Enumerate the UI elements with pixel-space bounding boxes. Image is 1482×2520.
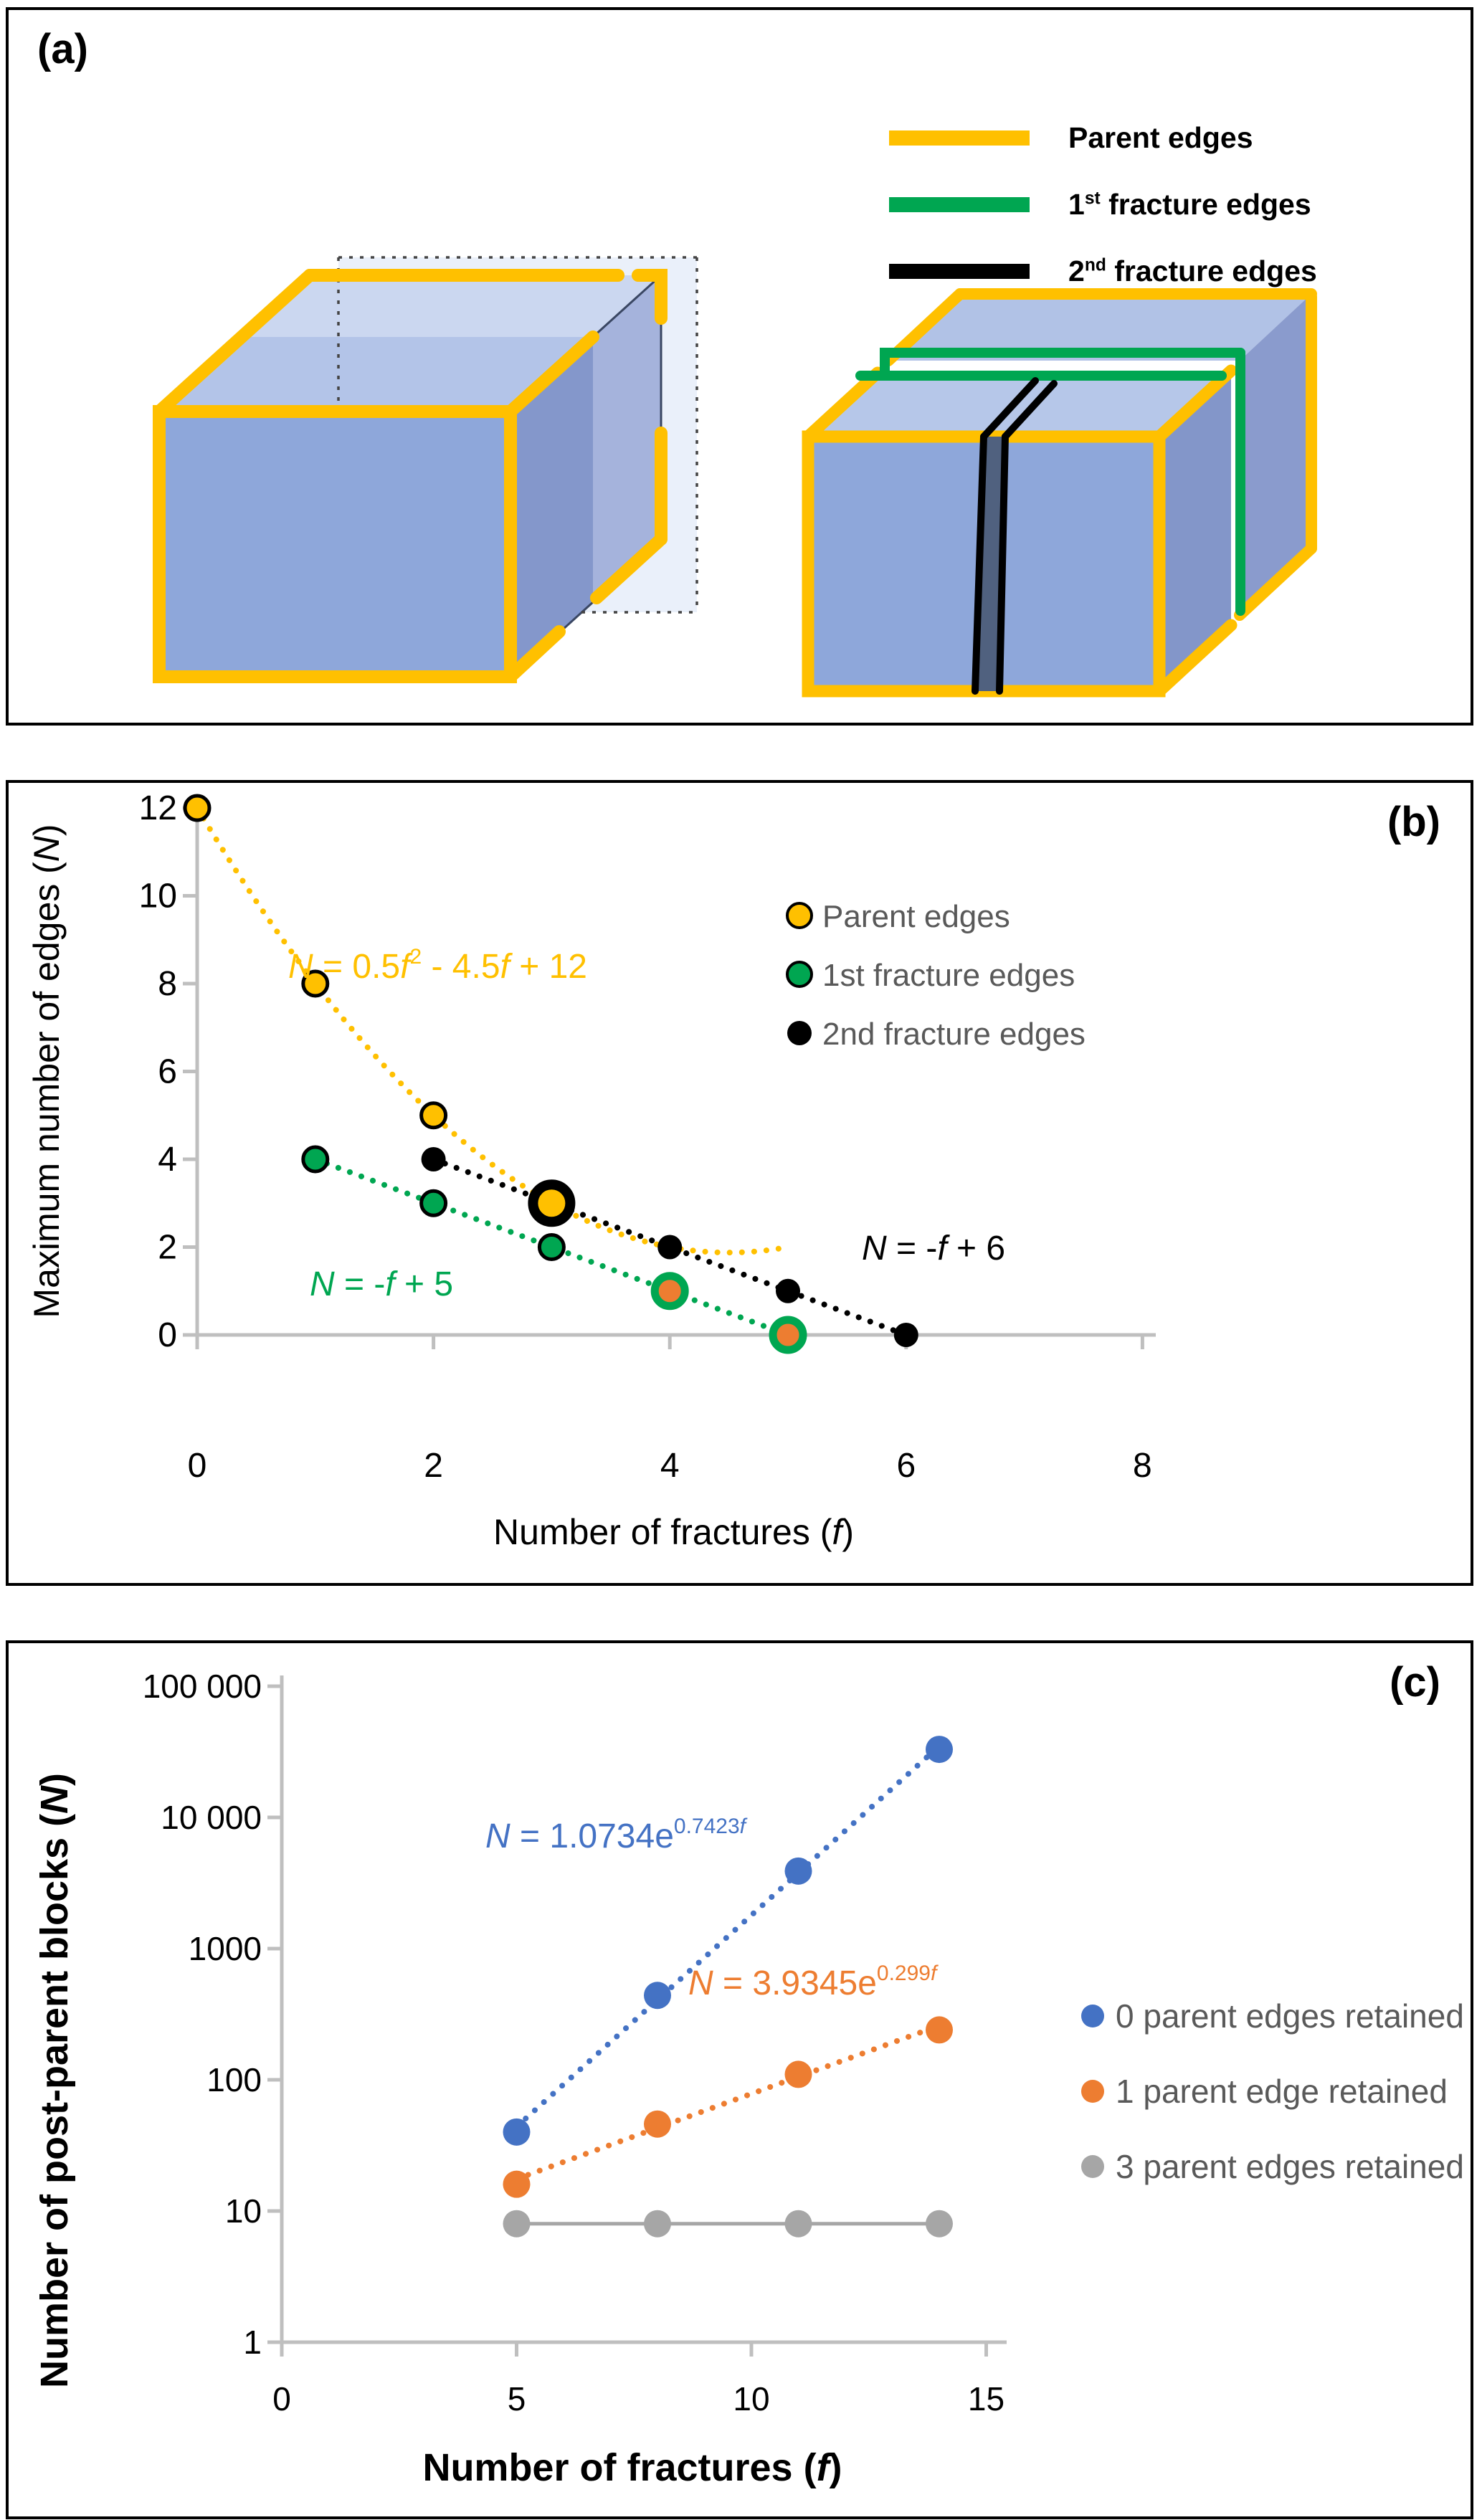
y-tick-label: 12 — [138, 789, 177, 827]
data-point — [503, 2210, 531, 2238]
data-point — [422, 1191, 446, 1215]
legend-item-first-fracture-edges — [889, 179, 1317, 230]
legend-marker — [787, 1021, 812, 1045]
panel-b-label: (b) — [1387, 799, 1440, 845]
x-tick-label: 4 — [660, 1447, 680, 1485]
legend-label: 1st fracture edges — [822, 958, 1075, 993]
equation-label: $N = 0.5f^2 - 4.5f + 12$ — [288, 945, 587, 986]
data-point — [644, 2111, 671, 2138]
legend-marker — [787, 903, 812, 928]
legend-item-parent-edges — [889, 112, 1317, 163]
legend-marker — [1081, 2155, 1104, 2178]
y-tick-label: 2 — [158, 1228, 177, 1267]
equation-label: N = -f + 6 — [862, 1230, 1006, 1268]
first-fracture-edges-swatch — [889, 197, 1030, 212]
series-parent-edges — [185, 796, 800, 1347]
x-tick-label: 0 — [272, 2380, 291, 2417]
data-point — [503, 2119, 531, 2146]
legend-label: 0 parent edges retained — [1116, 1997, 1464, 2035]
edges-vs-fractures-chart — [9, 783, 1469, 1582]
panel-b-edges-chart — [6, 780, 1473, 1586]
legend-item-label: 2nd fracture edges — [1068, 254, 1317, 287]
series-1-parent-edge-retained — [503, 2016, 954, 2197]
axes — [267, 1675, 1007, 2357]
series-0-parent-edges-retained — [503, 1736, 954, 2146]
equation-label: $N = 1.0734e^{0.7423}f$ — [485, 1815, 746, 1855]
y-tick-label: 10 — [138, 877, 177, 916]
legend-label: Parent edges — [822, 899, 1010, 934]
x-tick-label: 6 — [896, 1447, 916, 1485]
parent-block-diagram — [95, 211, 776, 720]
data-point — [785, 1858, 812, 1885]
legend-marker — [787, 962, 812, 986]
parent-edges-swatch — [889, 130, 1030, 146]
data-point — [422, 1103, 446, 1128]
y-axis-title: Maximum number of edges (N) — [27, 824, 67, 1318]
x-tick-label: 15 — [967, 2380, 1005, 2417]
series-2nd-fracture-edges — [422, 1147, 918, 1347]
y-tick-label: 10 000 — [161, 1799, 262, 1836]
tick-labels — [139, 789, 1152, 1485]
front-face — [159, 412, 510, 677]
data-point — [926, 2016, 953, 2043]
chart-legend — [1081, 1997, 1464, 2185]
trend-line — [517, 1746, 940, 2126]
panel-a-block-diagram — [6, 7, 1473, 726]
panel-c-blocks-chart — [6, 1640, 1473, 2519]
series-1st-fracture-edges — [303, 1147, 800, 1347]
x-axis-title: Number of fractures (f) — [422, 2446, 842, 2489]
legend-marker — [1081, 2005, 1104, 2027]
fractured-block-diagram — [747, 232, 1392, 720]
y-tick-label: 100 — [206, 2061, 262, 2098]
equation-label: N = -f + 5 — [310, 1265, 454, 1303]
y-tick-label: 10 — [224, 2192, 262, 2230]
data-point — [894, 1323, 918, 1347]
series-3-parent-edges-retained — [503, 2210, 954, 2238]
data-point — [657, 1235, 682, 1260]
data-point — [303, 1147, 328, 1171]
blocks-vs-fractures-chart — [9, 1643, 1469, 2515]
tick-labels — [143, 1668, 1004, 2417]
y-tick-label: 4 — [158, 1141, 177, 1179]
overlap-data-point — [773, 1320, 803, 1350]
data-point — [422, 1147, 446, 1171]
panel-c-label: (c) — [1390, 1659, 1440, 1706]
chart-legend — [787, 899, 1086, 1052]
x-tick-label: 10 — [733, 2380, 770, 2417]
data-point — [785, 2060, 812, 2088]
panel-a-label: (a) — [37, 26, 88, 72]
y-tick-label: 100 000 — [142, 1668, 262, 1705]
data-point — [776, 1279, 800, 1303]
data-point — [926, 1736, 953, 1763]
y-tick-label: 6 — [158, 1052, 177, 1091]
y-tick-label: 0 — [158, 1316, 177, 1354]
trend-line — [517, 2025, 940, 2179]
legend-item-label: Parent edges — [1068, 120, 1253, 154]
data-point — [644, 1982, 671, 2009]
x-tick-label: 2 — [424, 1447, 443, 1485]
trend-line — [197, 808, 788, 1252]
legend-label: 1 parent edge retained — [1116, 2073, 1448, 2110]
data-point — [185, 796, 209, 820]
legend-marker — [1081, 2080, 1104, 2103]
x-axis-title: Number of fractures (f) — [493, 1512, 854, 1552]
legend-label: 2nd fracture edges — [822, 1017, 1086, 1052]
overlap-data-point — [655, 1276, 685, 1306]
data-point — [644, 2210, 671, 2238]
x-tick-label: 8 — [1133, 1447, 1152, 1485]
data-point — [926, 2210, 953, 2238]
y-axis-title: Number of post-parent blocks (N) — [33, 1772, 76, 2389]
data-point — [539, 1235, 564, 1260]
equation-label: $N = 3.9345e^{0.299}f$ — [688, 1962, 937, 2002]
data-point — [785, 2210, 812, 2238]
data-point — [503, 2171, 531, 2198]
legend-item-label: 1st fracture edges — [1068, 187, 1311, 221]
x-tick-label: 0 — [187, 1447, 207, 1485]
legend-label: 3 parent edges retained — [1116, 2148, 1464, 2185]
y-tick-label: 1 — [243, 2324, 262, 2361]
y-tick-label: 1000 — [188, 1930, 262, 1967]
y-tick-label: 8 — [158, 965, 177, 1003]
x-tick-label: 5 — [507, 2380, 526, 2417]
overlap-data-point — [533, 1184, 570, 1222]
